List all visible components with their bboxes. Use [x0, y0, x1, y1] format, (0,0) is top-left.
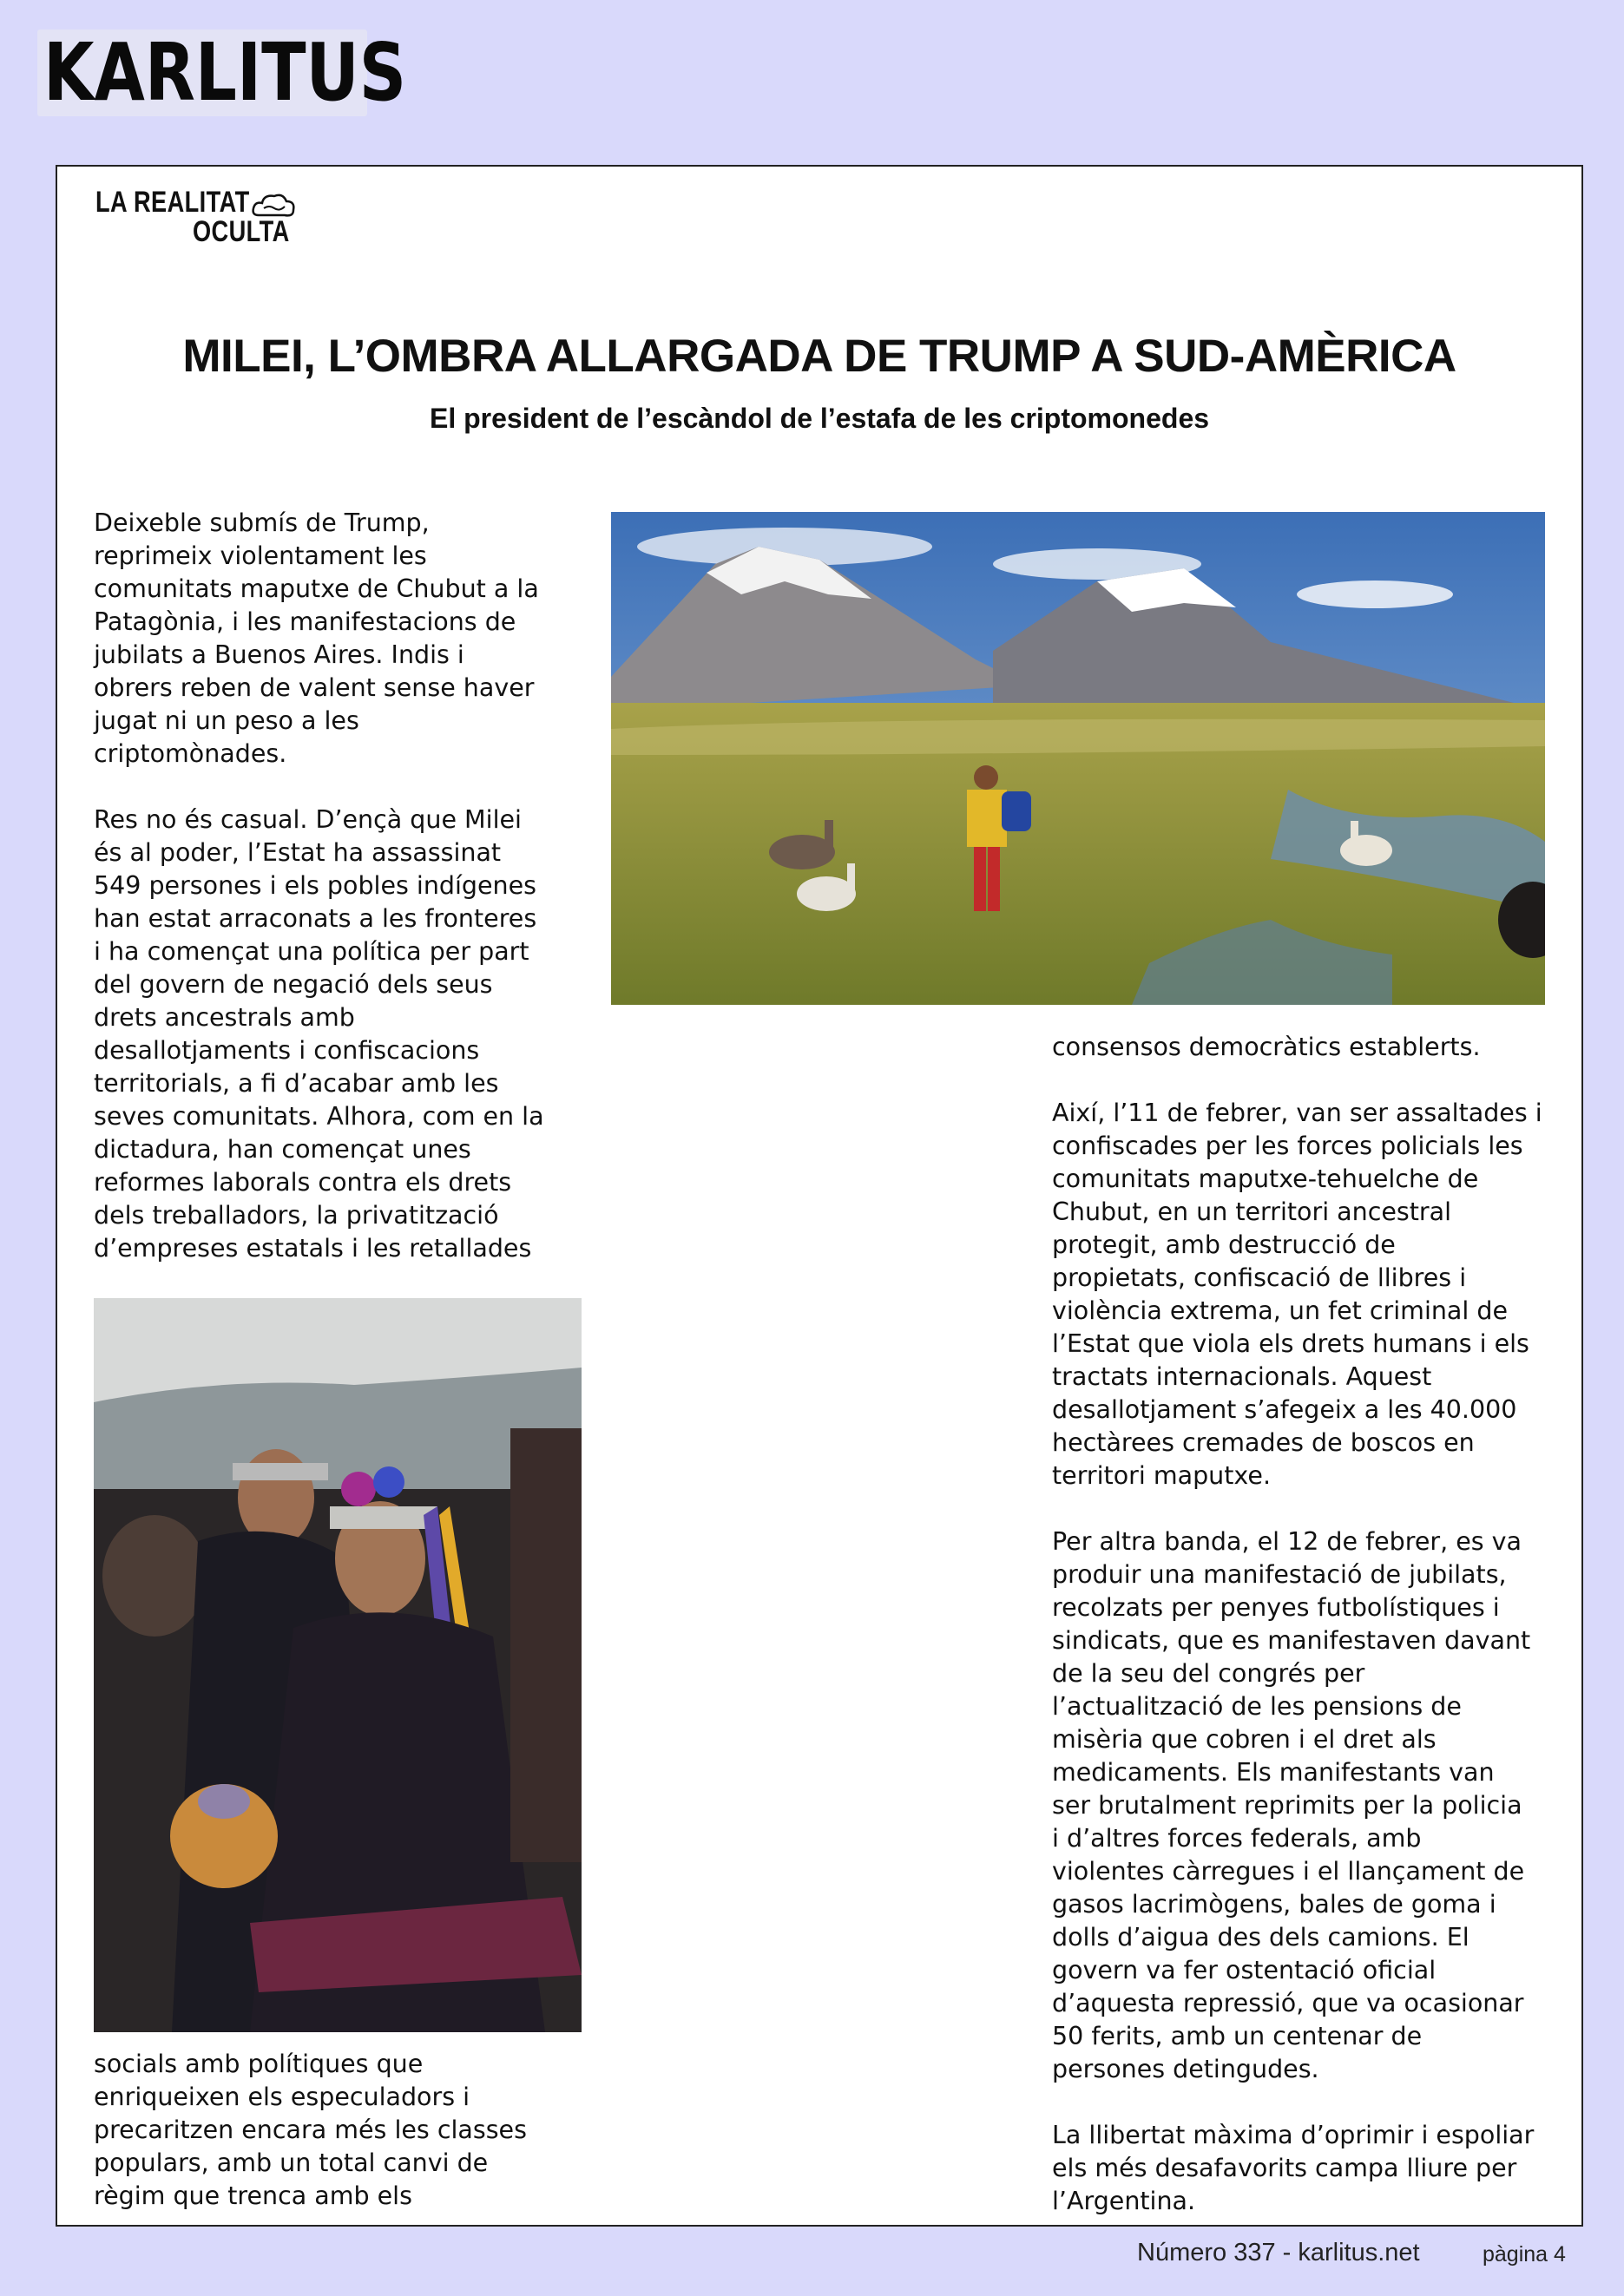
article-text-line: territorials, a fi d’acabar amb les [94, 1069, 499, 1098]
article-text-line: 549 persones i els pobles indígenes [94, 871, 536, 900]
article-text-line: criptomònades. [94, 739, 287, 768]
paragraph-gap [94, 771, 544, 804]
article-headline: MILEI, L’OMBRA ALLARGADA DE TRUMP A SUD-AMÈRICA [182, 331, 1456, 382]
article-text-line: d’empreses estatals i les retallades [94, 1234, 532, 1263]
article-text-line: sindicats, que es manifestaven davant [1052, 1626, 1531, 1655]
article-text-line: misèria que cobren i el dret als [1052, 1725, 1437, 1754]
article-text-line: consensos democràtics establerts. [1052, 1033, 1481, 1061]
article-text-line: socials amb polítiques que [94, 2050, 424, 2078]
footer-page-number: pàgina 4 [1483, 2242, 1566, 2266]
article-subheadline: El president de l’escàndol de l’estafa de les criptomonedes [429, 403, 1210, 434]
article-text-line: tractats internacionals. Aquest [1052, 1362, 1432, 1391]
article-text-line: l’Estat que viola els drets humans i els [1052, 1329, 1529, 1358]
mapuche-women-photo [94, 1298, 582, 2032]
article-text-line: règim que trenca amb els [94, 2181, 412, 2210]
article-text-line: i d’altres forces federals, amb [1052, 1824, 1422, 1853]
footer-issue-info: Número 337 - karlitus.net [1137, 2239, 1420, 2266]
article-column-left-top [94, 507, 544, 1265]
article-column-left-bottom [94, 2048, 527, 2213]
article-text-line: comunitats maputxe de Chubut a la [94, 574, 539, 603]
article-column-right [1052, 1031, 1542, 2218]
section-logo-line2: OCULTA [193, 215, 290, 248]
article-text-line: persones detingudes. [1052, 2055, 1319, 2083]
article-text-line: enriqueixen els especuladors i [94, 2083, 470, 2111]
article-text-line: desallotjaments i confiscacions [94, 1036, 480, 1065]
masthead-title: KARLITUS [43, 26, 407, 119]
article-text-line: és al poder, l’Estat ha assassinat [94, 838, 502, 867]
cloud-brain-icon [250, 189, 299, 224]
article-text-line: Així, l’11 de febrer, van ser assaltades i [1052, 1099, 1542, 1127]
article-text-line: reprimeix violentament les [94, 541, 427, 570]
article-text-line: 50 ferits, amb un centenar de [1052, 2022, 1423, 2050]
paragraph-gap [1052, 1492, 1542, 1525]
article-text-line: obrers reben de valent sense haver [94, 673, 535, 702]
article-text-line: comunitats maputxe-tehuelche de [1052, 1164, 1479, 1193]
patagonia-llama-photo [611, 512, 1545, 1005]
article-text-line: confiscades per les forces policials les [1052, 1132, 1523, 1160]
article-text-line: Patagònia, i les manifestacions de [94, 607, 516, 636]
article-text-line: violència extrema, un fet criminal de [1052, 1296, 1508, 1325]
article-text-line: han estat arraconats a les fronteres [94, 904, 537, 933]
article-text-line: hectàrees cremades de boscos en [1052, 1428, 1475, 1457]
article-text-line: l’actualització de les pensions de [1052, 1692, 1462, 1721]
article-text-line: l’Argentina. [1052, 2187, 1196, 2215]
article-text-line: reformes laborals contra els drets [94, 1168, 512, 1197]
section-logo [95, 186, 321, 255]
article-text-line: recolzats per penyes futbolístiques i [1052, 1593, 1500, 1622]
paragraph-gap [1052, 1064, 1542, 1097]
article-text-line: Deixeble submís de Trump, [94, 508, 430, 537]
article-text-line: jugat ni un peso a les [94, 706, 359, 735]
article-text-line: territori maputxe. [1052, 1461, 1272, 1490]
article-text-line: dolls d’aigua des dels camions. El [1052, 1923, 1469, 1952]
article-text-line: de la seu del congrés per [1052, 1659, 1365, 1688]
article-text-line: els més desafavorits campa lliure per [1052, 2154, 1517, 2182]
article-text-line: Chubut, en un territori ancestral [1052, 1197, 1452, 1226]
section-logo-line1: LA REALITAT [95, 186, 250, 219]
article-text-line: Res no és casual. D’ençà que Milei [94, 805, 522, 834]
paragraph-gap [1052, 2086, 1542, 2119]
article-text-line: seves comunitats. Alhora, com en la [94, 1102, 544, 1131]
article-text-line: populars, amb un total canvi de [94, 2148, 489, 2177]
article-text-line: desallotjament s’afegeix a les 40.000 [1052, 1395, 1517, 1424]
article-text-line: drets ancestrals amb [94, 1003, 355, 1032]
article-text-line: jubilats a Buenos Aires. Indis i [94, 640, 464, 669]
article-text-line: gasos lacrimògens, bales de goma i [1052, 1890, 1496, 1919]
article-text-line: medicaments. Els manifestants van [1052, 1758, 1495, 1787]
article-text-line: dels treballadors, la privatització [94, 1201, 499, 1230]
article-text-line: La llibertat màxima d’oprimir i espoliar [1052, 2121, 1535, 2149]
article-text-line: d’aquesta repressió, que va ocasionar [1052, 1989, 1524, 2017]
article-text-line: produir una manifestació de jubilats, [1052, 1560, 1507, 1589]
article-text-line: ser brutalment reprimits per la policia [1052, 1791, 1522, 1820]
article-text-line: Per altra banda, el 12 de febrer, es va [1052, 1527, 1522, 1556]
article-text-line: i ha començat una política per part [94, 937, 529, 966]
article-text-line: precaritzen encara més les classes [94, 2116, 527, 2144]
article-text-line: propietats, confiscació de llibres i [1052, 1263, 1467, 1292]
article-frame [56, 165, 1583, 2227]
article-text-line: protegit, amb destrucció de [1052, 1230, 1396, 1259]
article-text-line: govern va fer ostentació oficial [1052, 1956, 1437, 1984]
article-text-line: violentes càrregues i el llançament de [1052, 1857, 1525, 1886]
article-text-line: dictadura, han començat unes [94, 1135, 471, 1164]
article-text-line: del govern de negació dels seus [94, 970, 493, 999]
